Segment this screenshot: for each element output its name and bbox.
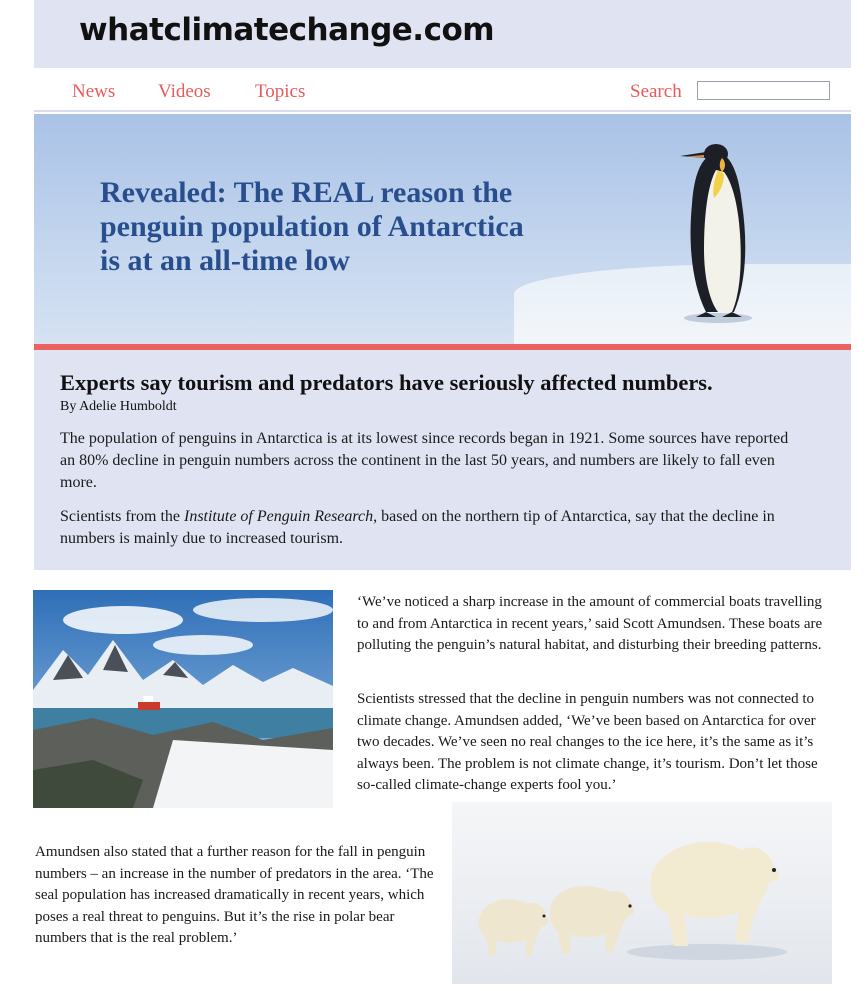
- site-header: [34, 0, 851, 68]
- p2-text-before: Scientists from the: [60, 508, 184, 525]
- article-paragraph-4: Scientists stressed that the decline in penguin numbers was not connected to climate change. Amundsen added, ‘We’ve been based on Antarctica for over two decades. We’ve seen no real changes to the ice here, it’s the same as it’s always been. The problem is not climate change, it’s tourism. Don’t let those so-called climate-change experts fool you.’: [357, 691, 818, 794]
- search-input[interactable]: [697, 81, 830, 100]
- article-paragraph-3: ‘We’ve noticed a sharp increase in the amount of commercial boats travelling to and from Antarctica in recent years,’ said Scott Amundsen. These boats are polluting the penguin’s natural habitat, and disturbing their breeding patterns.: [357, 594, 823, 654]
- polar-bears-image: [452, 802, 832, 984]
- antarctica-landscape-image: [33, 590, 333, 808]
- site-logo[interactable]: whatclimatechange.com: [79, 12, 495, 48]
- antarctica-landscape-photo: [33, 590, 333, 808]
- hero-headline-line-1: Revealed: The REAL reason the: [100, 176, 513, 209]
- article-standfirst: Experts say tourism and predators have seriously affected numbers.: [60, 370, 713, 395]
- hero-headline-line-3: is at an all-time low: [100, 244, 350, 277]
- search-label: Search: [630, 81, 682, 102]
- nav-news-link[interactable]: News: [72, 81, 116, 102]
- main-nav: [34, 70, 851, 112]
- article-byline: By Adelie Humboldt: [60, 399, 177, 414]
- nav-videos-link[interactable]: Videos: [158, 81, 211, 102]
- polar-bears-photo: [452, 802, 832, 984]
- nav-topics-link[interactable]: Topics: [255, 81, 306, 102]
- emperor-penguin-image: [666, 134, 766, 324]
- hero-headline-line-2: penguin population of Antarctica: [100, 210, 524, 243]
- article-paragraph-5: Amundsen also stated that a further reason for the fall in penguin numbers – an increase in the number of predators in the area. ‘The seal population has increased dramatically in recent years, which poses a real threat to penguins. But it’s the rise in polar bear numbers that is the real problem.’: [35, 844, 434, 947]
- article-intro: [34, 350, 851, 570]
- p2-text-after: , based on the northern tip of Antarctica, say that the decline in numbers is mainly due to increased tourism.: [60, 508, 775, 547]
- hero-headline: [100, 176, 570, 278]
- hero-banner: [34, 114, 851, 344]
- article-paragraph-1: The population of penguins in Antarctica is at its lowest since records began in 1921. Some sources have reported an 80% decline in penguin numbers across the continent in the last 50 years, and numbers are likely to fall even more.: [60, 430, 789, 491]
- institute-name: Institute of Penguin Research: [183, 508, 374, 525]
- article-paragraph-2: [60, 506, 800, 550]
